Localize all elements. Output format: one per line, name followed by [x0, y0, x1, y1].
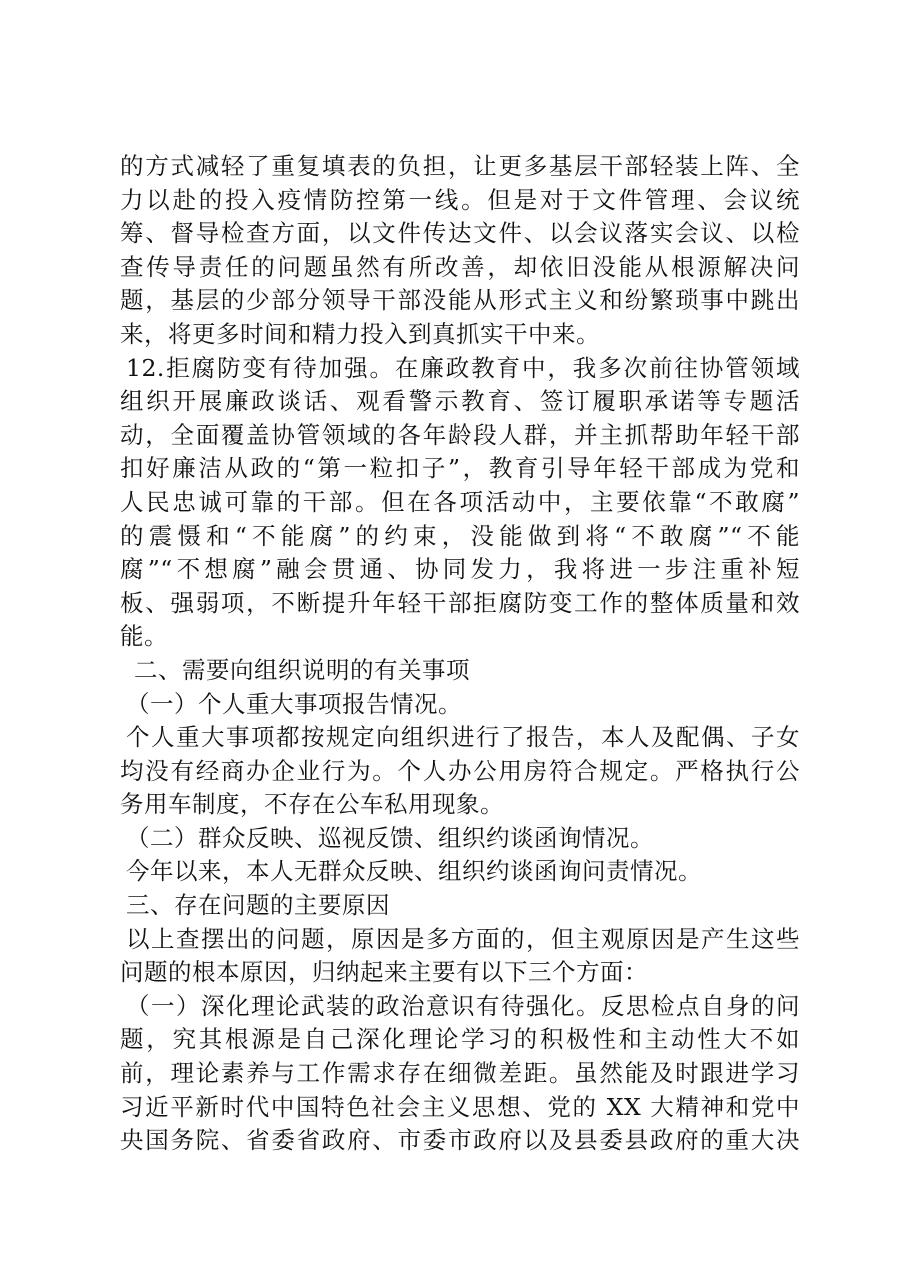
text-line: 题，基层的少部分领导干部没能从形式主义和纷繁琐事中跳出: [120, 286, 800, 315]
text-line: 人民忠诚可靠的干部。但在各项活动中，主要依靠“不敢腐”: [120, 487, 800, 516]
text-line: 问题的根本原因，归纳起来主要有以下三个方面：: [120, 958, 648, 987]
text-line: 板、强弱项，不断提升年轻干部拒腐防变工作的整体质量和效: [120, 588, 800, 617]
subsection-heading: （一）深化理论武装的政治意识有待强化。反思检点自身的问: [126, 991, 800, 1020]
text-line: 来，将更多时间和精力投入到真抓实干中来。: [120, 319, 600, 348]
text-line: 以上查摆出的问题，原因是多方面的，但主观原因是产生这些: [126, 924, 800, 953]
section-heading-2: 二、需要向组织说明的有关事项: [134, 655, 470, 684]
subsection-heading: （二）群众反映、巡视反馈、组织约谈函询情况。: [126, 823, 654, 852]
text-line: 前，理论素养与工作需求存在细微差距。虽然能及时跟进学习: [120, 1059, 800, 1088]
text-line: 央国务院、省委省政府、市委市政府以及县委县政府的重大决: [120, 1126, 800, 1155]
text-line: 力以赴的投入疫情防控第一线。但是对于文件管理、会议统: [120, 185, 800, 214]
text-line: 习近平新时代中国特色社会主义思想、党的 XX 大精神和党中: [120, 1092, 800, 1121]
document-body: [120, 150, 800, 1158]
text-line: 筹、督导检查方面，以文件传达文件、以会议落实会议、以检: [120, 219, 800, 248]
subsection-heading: （一）个人重大事项报告情况。: [126, 689, 462, 718]
text-line: 查传导责任的问题虽然有所改善，却依旧没能从根源解决问: [120, 252, 800, 281]
section-heading-3: 三、存在问题的主要原因: [126, 891, 390, 920]
text-line: 组织开展廉政谈话、观看警示教育、签订履职承诺等专题活: [120, 387, 800, 416]
text-line: 务用车制度，不存在公车私用现象。: [120, 790, 504, 819]
paragraph-heading-12: 12.拒腐防变有待加强。在廉政教育中，我多次前往协管领域: [126, 353, 800, 382]
text-line: 的震慑和“不能腐”的约束，没能做到将“不敢腐”“不能: [120, 521, 800, 550]
text-line: 扣好廉洁从政的“第一粒扣子”，教育引导年轻干部成为党和: [120, 454, 800, 483]
text-line: 题，究其根源是自己深化理论学习的积极性和主动性大不如: [120, 1025, 800, 1054]
text-line: 能。: [120, 622, 168, 651]
text-line: 个人重大事项都按规定向组织进行了报告，本人及配偶、子女: [126, 723, 800, 752]
text-line: 均没有经商办企业行为。个人办公用房符合规定。严格执行公: [120, 756, 800, 785]
text-line: 动，全面覆盖协管领域的各年龄段人群，并主抓帮助年轻干部: [120, 420, 800, 449]
text-line: 腐”“不想腐”融会贯通、协同发力，我将进一步注重补短: [120, 555, 800, 584]
text-line: 的方式减轻了重复填表的负担，让更多基层干部轻装上阵、全: [120, 152, 800, 180]
text-line: 今年以来，本人无群众反映、组织约谈函询问责情况。: [126, 857, 702, 886]
